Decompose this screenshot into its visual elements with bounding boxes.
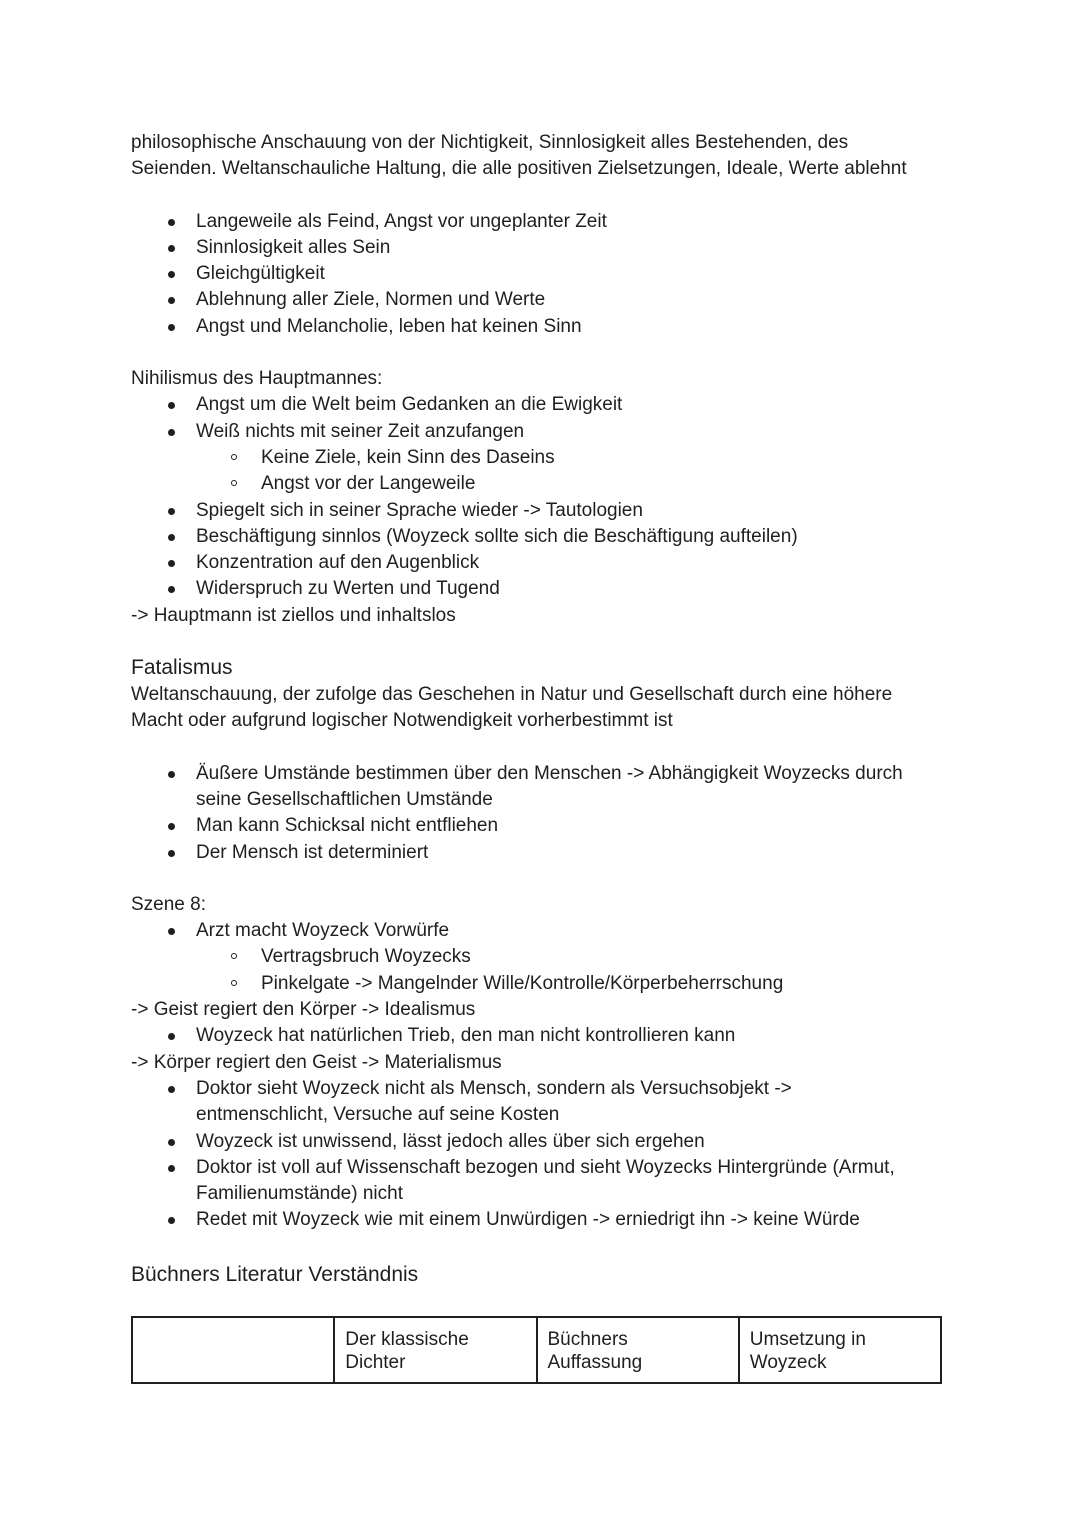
sub-list-item: Angst vor der Langeweile [131, 471, 961, 497]
intro-definition [131, 130, 961, 183]
document-content [131, 130, 961, 1384]
list-item: Arzt macht Woyzeck Vorwürfe [131, 918, 961, 944]
sub-list-item: Pinkelgate -> Mangelnder Wille/Kontrolle/Körperbeherrschung [131, 971, 961, 997]
szene8-list-3 [131, 1076, 961, 1234]
list-item-line: Doktor ist voll auf Wissenschaft bezogen und sieht Woyzecks Hintergründe (Armut, [196, 1156, 895, 1178]
list-item: Spiegelt sich in seiner Sprache wieder -> Tautologien [131, 498, 961, 524]
intro-line: Seienden. Weltanschauliche Haltung, die alle positiven Zielsetzungen, Ideale, Werte ablehnt [131, 158, 907, 180]
sub-list-item: Vertragsbruch Woyzecks [131, 944, 961, 970]
list-item: Beschäftigung sinnlos (Woyzeck sollte sich die Beschäftigung aufteilen) [131, 524, 961, 550]
list-item-line: Doktor sieht Woyzeck nicht als Mensch, sondern als Versuchsobjekt -> [196, 1077, 792, 1099]
table-cell-empty [132, 1317, 334, 1383]
list-item: Weiß nichts mit seiner Zeit anzufangen [131, 419, 961, 445]
szene8-list-2 [131, 1023, 961, 1049]
heading-fatalismus: Fatalismus [131, 656, 233, 680]
list-item: Woyzeck ist unwissend, lässt jedoch alles über sich ergehen [131, 1129, 961, 1155]
table-header-klassisch [334, 1317, 536, 1383]
intro-bullet-list [131, 209, 961, 340]
list-item-line: entmenschlicht, Versuche auf seine Kosten [196, 1104, 560, 1126]
list-item: Der Mensch ist determiniert [131, 840, 961, 866]
table-header-text: Umsetzung in [749, 1328, 866, 1350]
intro-line: philosophische Anschauung von der Nichtigkeit, Sinnlosigkeit alles Bestehenden, des [131, 132, 849, 153]
table-header-text: Dichter [345, 1351, 406, 1373]
fatalismus-definition-line: Macht oder aufgrund logischer Notwendigkeit vorherbestimmt ist [131, 710, 673, 732]
szene8-list-1 [131, 918, 961, 997]
table-header-auffassung [537, 1317, 739, 1383]
list-item-line: Äußere Umstände bestimmen über den Menschen -> Abhängigkeit Woyzecks durch [196, 762, 903, 784]
szene8-arrow-materialismus: -> Körper regiert den Geist -> Materialismus [131, 1051, 502, 1073]
sub-list-item: Keine Ziele, kein Sinn des Daseins [131, 445, 961, 471]
hauptmann-conclusion: -> Hauptmann ist ziellos und inhaltslos [131, 604, 456, 626]
szene8-arrow-idealismus: -> Geist regiert den Körper -> Idealismus [131, 999, 476, 1021]
list-item: Angst und Melancholie, leben hat keinen Sinn [131, 314, 961, 340]
list-item-line: seine Gesellschaftlichen Umstände [196, 788, 493, 810]
list-item-line: Familienumstände) nicht [196, 1183, 403, 1205]
table-header-text: Büchners [547, 1328, 628, 1350]
section-title-hauptmann: Nihilismus des Hauptmannes: [131, 368, 383, 390]
buechner-table [131, 1316, 942, 1384]
list-item: Sinnlosigkeit alles Sein [131, 235, 961, 261]
table-header-row [132, 1317, 941, 1383]
list-item: Widerspruch zu Werten und Tugend [131, 576, 961, 602]
fatalismus-definition-line: Weltanschauung, der zufolge das Geschehen in Natur und Gesellschaft durch eine höhere [131, 684, 893, 706]
fatalismus-bullet-list [131, 761, 961, 866]
list-item: Woyzeck hat natürlichen Trieb, den man nicht kontrollieren kann [131, 1023, 961, 1049]
hauptmann-bullet-list [131, 392, 961, 602]
section-title-szene8: Szene 8: [131, 893, 206, 915]
list-item: Redet mit Woyzeck wie mit einem Unwürdigen -> erniedrigt ihn -> keine Würde [131, 1207, 961, 1233]
list-item: Angst um die Welt beim Gedanken an die Ewigkeit [131, 392, 961, 418]
table-header-text: Der klassische [345, 1328, 469, 1350]
table-header-text: Woyzeck [749, 1351, 827, 1373]
list-item [131, 1076, 961, 1129]
list-item: Konzentration auf den Augenblick [131, 550, 961, 576]
list-item [131, 761, 961, 814]
list-item: Ablehnung aller Ziele, Normen und Werte [131, 287, 961, 313]
list-item: Man kann Schicksal nicht entfliehen [131, 813, 961, 839]
table-header-umsetzung [739, 1317, 941, 1383]
list-item [131, 1155, 961, 1208]
list-item: Langeweile als Feind, Angst vor ungeplanter Zeit [131, 209, 961, 235]
table-header-text: Auffassung [547, 1351, 643, 1373]
list-item: Gleichgültigkeit [131, 261, 961, 287]
heading-buechner: Büchners Literatur Verständnis [131, 1262, 419, 1286]
